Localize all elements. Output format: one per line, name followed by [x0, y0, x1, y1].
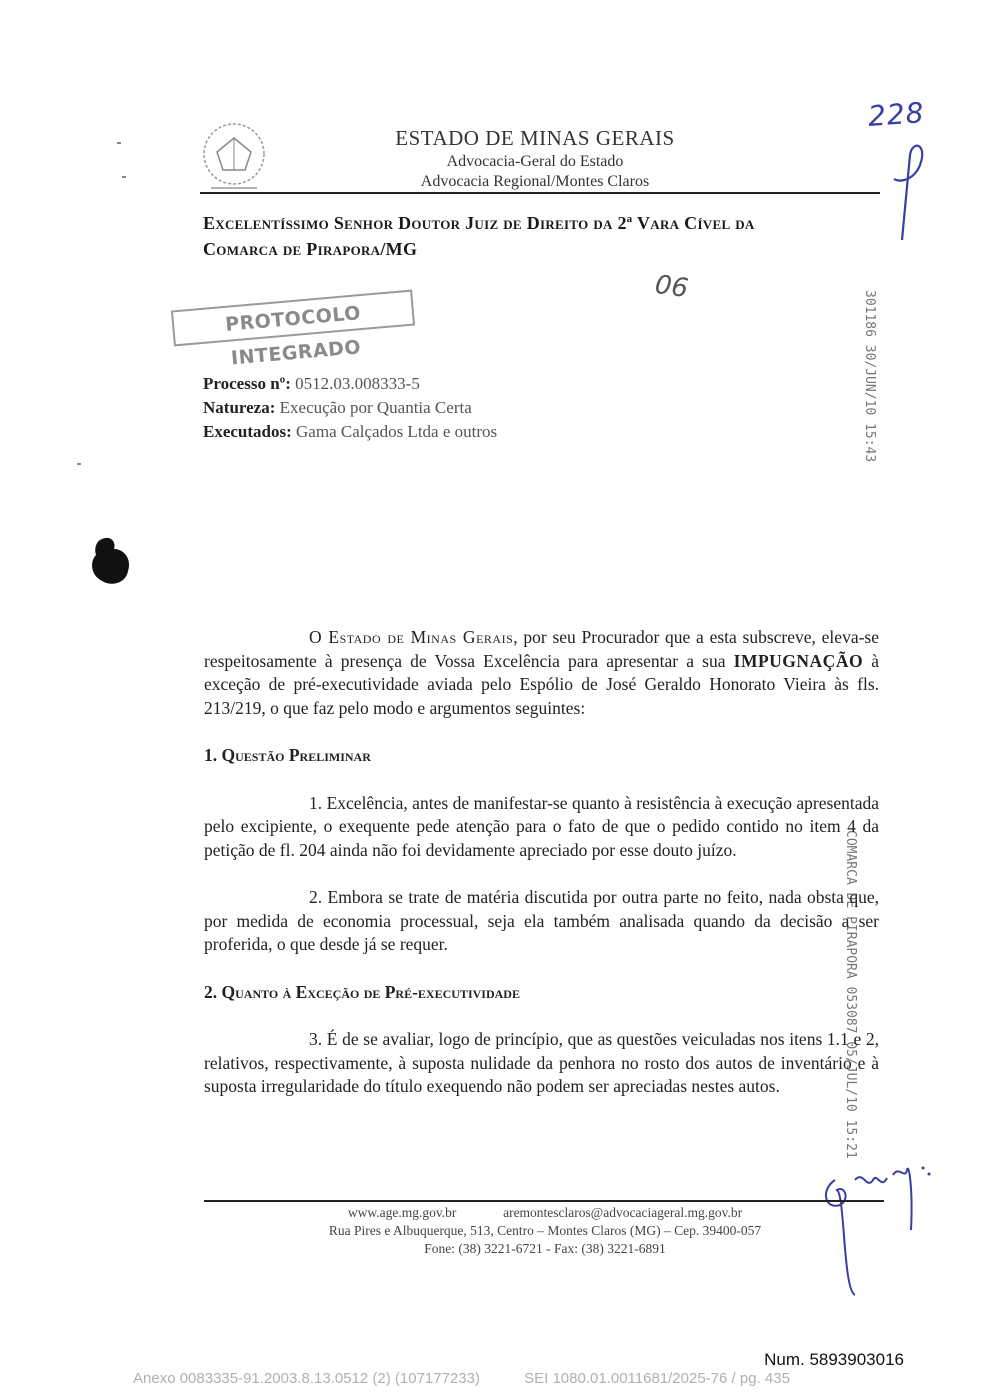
scan-speck: [77, 463, 81, 465]
intro-paragraph: [204, 626, 879, 720]
annex-watermark: [133, 1370, 790, 1387]
paragraph-3: 3. É de se avaliar, logo de princípio, que as questões veiculadas nos itens 1.1 e 2, relativos, respectivamente, à suposta nulidade da penhora no rosto dos autos de inventário e à suposta irregularidade do título exequendo não podem ser apreciadas nestes autos.: [204, 1029, 879, 1096]
handwritten-rubric-icon: [880, 135, 930, 245]
scan-speck: [117, 142, 121, 144]
letterhead-footer: [300, 1204, 790, 1258]
receipt-stamp-vertical-bottom: COMARCA DE PIRAPORA 053087 05/JUL/10 15:21: [843, 830, 858, 1159]
footer-website: www.age.mg.gov.br: [347, 1205, 457, 1220]
case-defendants-row: [203, 420, 497, 444]
footer-contacts: [300, 1204, 790, 1222]
ink-blot-icon: [88, 535, 134, 587]
intro-text-b: à exceção de pré-executividade aviada pelo Espólio de José Geraldo Honorato Vieira às fls. 213/219, o que faz pelo modo e argumentos seguintes:: [204, 650, 879, 718]
receipt-stamp-vertical-top: 301186 30/JUN/10 15:43: [862, 290, 877, 463]
letterhead-agency: Advocacia-Geral do Estado: [446, 153, 624, 170]
case-nature-label: Natureza:: [203, 398, 276, 417]
case-number-value: 0512.03.008333-5: [295, 374, 420, 393]
case-number-row: [203, 372, 497, 396]
case-number-label: Processo nº:: [203, 374, 291, 393]
case-metadata: [203, 372, 497, 444]
letterhead-state: ESTADO DE MINAS GERAIS: [395, 126, 675, 150]
scan-speck: [122, 176, 126, 178]
footer-email: aremontesclaros@advocaciageral.mg.gov.br: [503, 1205, 743, 1220]
letterhead-office: Advocacia Regional/Montes Claros: [420, 173, 650, 190]
handwritten-signature-icon: [815, 1150, 945, 1300]
handwritten-page-number: 228: [866, 96, 926, 133]
annex-reference: Anexo 0083335-91.2003.8.13.0512 (2) (107177233): [133, 1370, 480, 1387]
footer-address: Rua Pires e Albuquerque, 513, Centro – Montes Claros (MG) – Cep. 39400-057: [328, 1223, 762, 1238]
section-heading-2: 2. Quanto à Exceção de Pré-executividade: [204, 981, 520, 1002]
addressee: [203, 210, 883, 262]
addressee-line-1: Excelentíssimo Senhor Doutor Juiz de Direito da 2ª Vara Cível da: [203, 213, 755, 233]
document-number: Num. 5893903016: [764, 1350, 904, 1369]
case-nature-value: Execução por Quantia Certa: [279, 398, 472, 417]
case-defendants-value: Gama Calçados Ltda e outros: [296, 422, 498, 441]
intro-impugnacao: IMPUGNAÇÃO: [733, 650, 864, 671]
intro-party: O Estado de Minas Gerais: [309, 627, 514, 647]
header-divider: [200, 192, 880, 194]
case-nature-row: [203, 396, 497, 420]
handwritten-mark-06: 06: [653, 269, 691, 305]
section-heading-1: 1. Questão Preliminar: [204, 745, 371, 765]
intro-text-a: , por seu Procurador que a esta subscreve, eleva-se respeitosamente à presença de Vossa Excelência para apresentar a sua: [204, 627, 879, 671]
protocol-stamp: PROTOCOLO INTEGRADO: [171, 290, 415, 347]
letterhead: [290, 126, 780, 191]
paragraph-2: 2. Embora se trate de matéria discutida por outra parte no feito, nada obsta que, por medida de economia processual, seja ela também analisada quando da decisão a ser proferida, o que desde já se requer.: [204, 887, 879, 954]
petition-body: [204, 626, 879, 1099]
case-defendants-label: Executados:: [203, 422, 292, 441]
addressee-line-2: Comarca de Pirapora/MG: [203, 239, 418, 259]
sei-reference: SEI 1080.01.0011681/2025-76 / pg. 435: [524, 1370, 790, 1387]
footer-divider: [204, 1200, 884, 1202]
state-coat-of-arms-icon: [195, 118, 273, 196]
paragraph-1: 1. Excelência, antes de manifestar-se quanto à resistência à execução apresentada pelo excipiente, o exequente pede atenção para o fato de que o pedido contido no item 4 da petição de fl. 204 ainda não foi devidamente apreciado por esse douto juízo.: [204, 792, 879, 860]
footer-phones: Fone: (38) 3221-6721 - Fax: (38) 3221-6891: [424, 1241, 666, 1256]
